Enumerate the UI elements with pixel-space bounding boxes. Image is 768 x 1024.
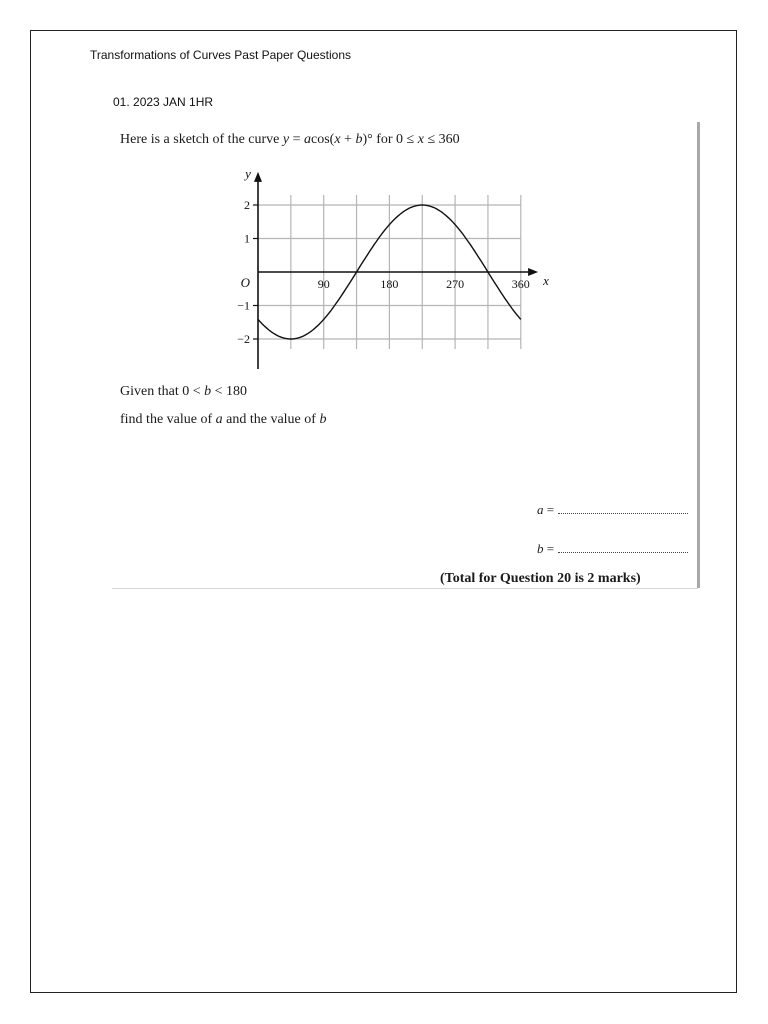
given-condition: Given that 0 < b < 180 (120, 384, 248, 399)
document-title: Transformations of Curves Past Paper Questions (90, 48, 351, 62)
curve-point (378, 238, 379, 239)
curve-point (455, 224, 456, 225)
curve-point (465, 238, 466, 239)
x-axis-arrow (528, 268, 538, 276)
curve-point (389, 224, 390, 225)
x-tick-label: 360 (511, 277, 530, 291)
curve-point (520, 319, 521, 320)
curve-point (257, 319, 258, 320)
y-tick-label: −1 (237, 298, 250, 313)
y-tick-label: 1 (244, 231, 250, 246)
curve-point (476, 254, 477, 255)
question-intro: Here is a sketch of the curve y = acos(x + b)° for 0 ≤ x ≤ 360 (120, 132, 460, 147)
curve-point (334, 305, 335, 306)
x-tick-label: 270 (446, 277, 465, 291)
curve-point (323, 319, 324, 320)
curve-point (345, 289, 346, 290)
curve-point (487, 271, 488, 272)
bottom-divider (112, 588, 698, 589)
curve-point (290, 338, 291, 339)
total-marks: (Total for Question 20 is 2 marks) (440, 571, 641, 586)
curve-point (411, 207, 412, 208)
find-instruction: find the value of a and the value of b (120, 412, 327, 427)
curve-point (444, 213, 445, 214)
question-label: 01. 2023 JAN 1HR (113, 95, 214, 109)
curve-point (279, 336, 280, 337)
x-axis-label: x (543, 273, 549, 288)
curve-point (356, 271, 357, 272)
curve-point (509, 305, 510, 306)
answer-b-label: b (537, 541, 544, 556)
curve-point (367, 254, 368, 255)
curve-point (312, 329, 313, 330)
y-tick-label: 2 (244, 198, 250, 212)
x-tick-label: 90 (317, 277, 330, 291)
y-axis-label: y (245, 165, 251, 181)
answer-a-field[interactable] (558, 513, 688, 514)
curve-point (268, 329, 269, 330)
x-tick-label: 180 (380, 277, 399, 291)
curve-point (498, 289, 499, 290)
answer-a-line[interactable]: a = (537, 502, 688, 518)
right-margin-bar (697, 122, 700, 588)
answer-b-line[interactable]: b = (537, 541, 688, 557)
y-tick-label: −2 (237, 332, 250, 346)
origin-label: O (240, 275, 250, 290)
answer-a-label: a (537, 502, 544, 517)
curve-point (400, 213, 401, 214)
y-axis-arrow (254, 172, 262, 182)
answer-b-field[interactable] (558, 552, 688, 553)
curve-point (422, 204, 423, 205)
curve-point (433, 207, 434, 208)
curve-point (301, 336, 302, 337)
